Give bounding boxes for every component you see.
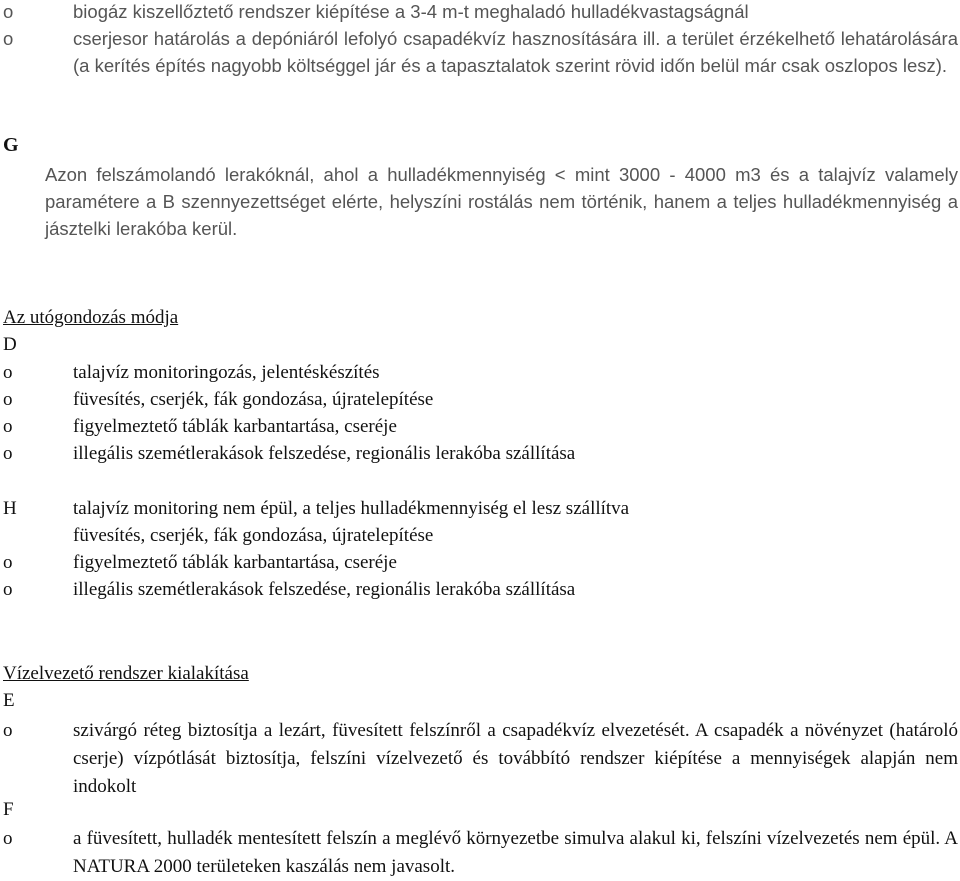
bullet-marker: o (3, 416, 13, 437)
list-item (0, 495, 960, 522)
list-item-text: szivárgó réteg biztosítja a lezárt, füvesített felszínről a csapadékvíz elvezetését. A csapadék a növényzet (határoló cserje) vízpótlását biztosítja, felszíni vízelvezető és továbbító rendszer kiépítése a mennyiségek alapján nem indokolt (73, 720, 958, 797)
list-item (0, 25, 960, 79)
list-item-text: füvesítés, cserjék, fák gondozása, újratelepítése (73, 525, 434, 546)
aftercare-section (0, 304, 960, 331)
list-item (0, 717, 960, 801)
bullet-marker: o (3, 362, 13, 383)
list-item (0, 522, 960, 549)
list-item (0, 825, 960, 881)
section-letter: F (3, 799, 14, 820)
list-item-text: cserjesor határolás a depóniáról lefolyó csapadékvíz hasznosítására ill. a terület érzékelhető lehatárolására (a kerítés építés nagyobb költséggel jár és a tapasztalatok szerint rövid időn belül már csak oszlopos lesz). (73, 28, 958, 76)
list-item (0, 549, 960, 576)
section-d-letter-row (0, 331, 960, 358)
section-letter: E (3, 690, 15, 711)
list-item (0, 440, 960, 467)
section-heading: Az utógondozás módja (3, 307, 179, 328)
section-g (0, 132, 960, 242)
list-item-text: füvesítés, cserjék, fák gondozása, újratelepítése (73, 389, 434, 410)
list-item-text: illegális szemétlerakások felszedése, regionális lerakóba szállítása (73, 443, 576, 464)
bullet-marker: o (3, 579, 13, 600)
section-g-paragraph: Azon felszámolandó lerakóknál, ahol a hulladékmennyiség < mint 3000 - 4000 m3 és a talajvíz valamely paramétere a B szennyezettséget elérte, helyszíni rostálás nem történik, hanem a teljes hulladékmennyiség a jásztelki lerakóba kerül. (45, 164, 958, 239)
top-bullet-list (0, 0, 960, 79)
bullet-marker: o (3, 28, 14, 49)
list-item-text: illegális szemétlerakások felszedése, regionális lerakóba szállítása (73, 579, 576, 600)
bullet-marker: o (3, 1, 14, 22)
list-item (0, 0, 960, 25)
list-item (0, 359, 960, 386)
list-item-text: talajvíz monitoring nem épül, a teljes hulladékmennyiség el lesz szállítva (73, 498, 630, 519)
list-item-text: biogáz kiszellőztető rendszer kiépítése a 3-4 m-t meghaladó hulladékvastagságnál (73, 1, 749, 22)
section-heading: Vízelvezető rendszer kialakítása (3, 663, 249, 684)
section-e (0, 687, 960, 801)
list-item-text: figyelmeztető táblák karbantartása, cseréje (73, 416, 397, 437)
section-h (0, 495, 960, 603)
list-item-text: talajvíz monitoringozás, jelentéskészítés (73, 362, 380, 383)
list-item-text: figyelmeztető táblák karbantartása, cseréje (73, 552, 397, 573)
section-f-letter-row (0, 796, 960, 823)
section-letter: G (3, 134, 19, 156)
bullet-marker: o (3, 552, 13, 573)
list-item (0, 413, 960, 440)
section-letter: H (3, 498, 17, 519)
bullet-marker: o (3, 720, 13, 741)
list-item (0, 386, 960, 413)
bullet-marker: o (3, 828, 13, 849)
list-item-text: a füvesített, hulladék mentesített felszín a meglévő környezetbe simulva alakul ki, felszíni vízelvezetés nem épül. A NATURA 2000 területeken kaszálás nem javasolt. (73, 828, 958, 877)
drainage-section (0, 660, 960, 687)
bullet-marker: o (3, 443, 13, 464)
list-item (0, 576, 960, 603)
section-e-letter-row (0, 687, 960, 714)
bullet-marker: o (3, 389, 13, 410)
section-f (0, 796, 960, 881)
section-letter: D (3, 334, 17, 355)
section-d (0, 331, 960, 467)
